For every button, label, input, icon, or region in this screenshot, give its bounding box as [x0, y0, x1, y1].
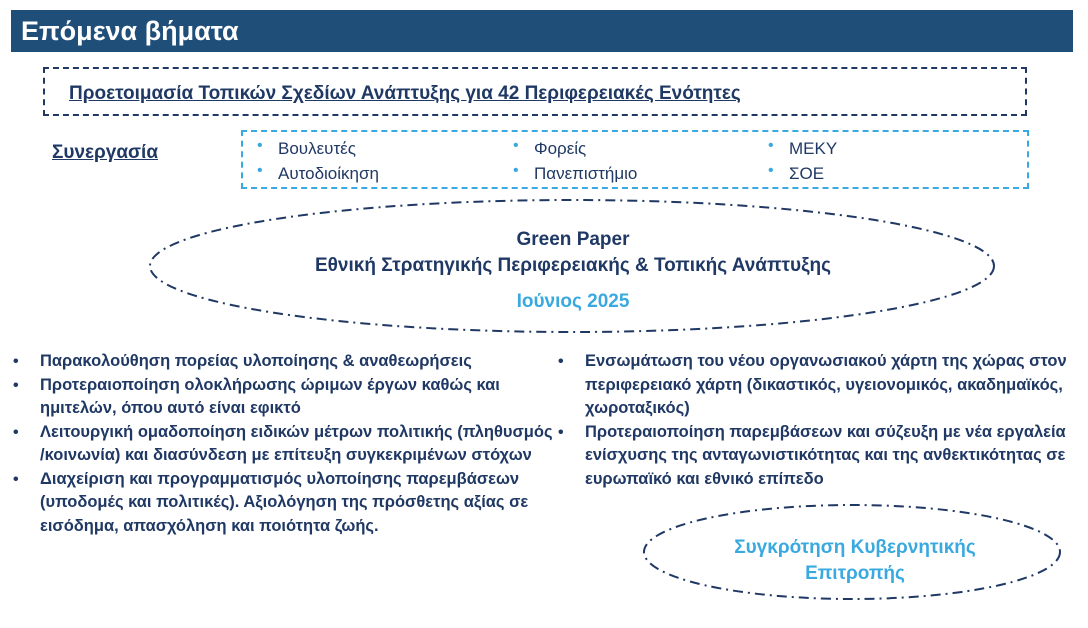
bullet-icon: • — [558, 353, 564, 370]
bullet-icon: • — [13, 423, 19, 441]
partner-item: • Βουλευτές — [257, 137, 356, 158]
right-bullet-list — [558, 350, 1078, 491]
bullet-icon: • — [257, 162, 263, 179]
bullet-icon: • — [768, 137, 774, 154]
green-paper-title: Green Paper — [516, 229, 630, 250]
list-item: • Διαχείριση και προγραμματισμός υλοποίησης παρεμβάσεων (υποδομές και πολιτικές). Αξιολόγηση της πρόσθετης αξίας σε εισόδημα, απασχόληση και ποιότητα ζωής. — [13, 469, 529, 535]
page-title: Επόμενα βήματα — [21, 16, 239, 46]
bullet-icon: • — [13, 353, 19, 370]
committee-line2: Επιτροπής — [805, 563, 905, 584]
list-item: • Λειτουργική ομαδοποίηση ειδικών μέτρων πολιτικής (πληθυσμός /κοινωνία) και διασύνδεση με επίτευξη συγκεκριμένων στόχων — [13, 422, 553, 464]
list-item: • Ενσωμάτωση του νέου οργανωσιακού χάρτη της χώρας στον περιφερειακό χάρτη (δικαστικός, υγειονομικός, ακαδημαϊκός, χωροταξικός) — [558, 352, 1067, 417]
list-item: • Προτεραιοποίηση ολοκλήρωσης ώριμων έργων καθώς και ημιτελών, όπου αυτό είναι εφικτό — [13, 375, 500, 417]
bullet-icon: • — [13, 376, 19, 394]
list-item: • Προτεραιοποίηση παρεμβάσεων και σύζευξη με νέα εργαλεία ενίσχυσης της ανταγωνιστικότητας και της ανθεκτικότητας σε ευρωπαϊκό και εθνικό επίπεδο — [558, 422, 1066, 488]
bullet-icon: • — [558, 423, 564, 441]
bullet-icon: • — [513, 137, 519, 154]
bullet-icon: • — [13, 470, 19, 488]
list-item: • Παρακολούθηση πορείας υλοποίησης & αναθεωρήσεις — [13, 350, 553, 374]
partner-item: • Πανεπιστήμιο — [513, 162, 638, 183]
partner-item: • ΜΕΚΥ — [768, 137, 838, 158]
left-bullet-list — [13, 350, 553, 538]
committee-text — [700, 535, 1010, 587]
bullet-icon: • — [513, 162, 519, 179]
committee-line1: Συγκρότηση Κυβερνητικής — [734, 537, 976, 558]
bullet-icon: • — [768, 162, 774, 179]
green-paper-date: Ιούνιος 2025 — [516, 291, 630, 312]
cooperation-label: Συνεργασία — [52, 142, 159, 163]
green-paper-subtitle: Εθνική Στρατηγικής Περιφερειακής & Τοπικής Ανάπτυξης — [314, 255, 832, 276]
partner-item: • Φορείς — [513, 137, 587, 158]
partner-item: • Αυτοδιοίκηση — [257, 162, 379, 183]
bullet-icon: • — [257, 137, 263, 154]
preparation-title: Προετοιμασία Τοπικών Σχεδίων Ανάπτυξης για 42 Περιφερειακές Ενότητες — [69, 83, 741, 104]
partner-item: • ΣΟΕ — [768, 162, 825, 183]
